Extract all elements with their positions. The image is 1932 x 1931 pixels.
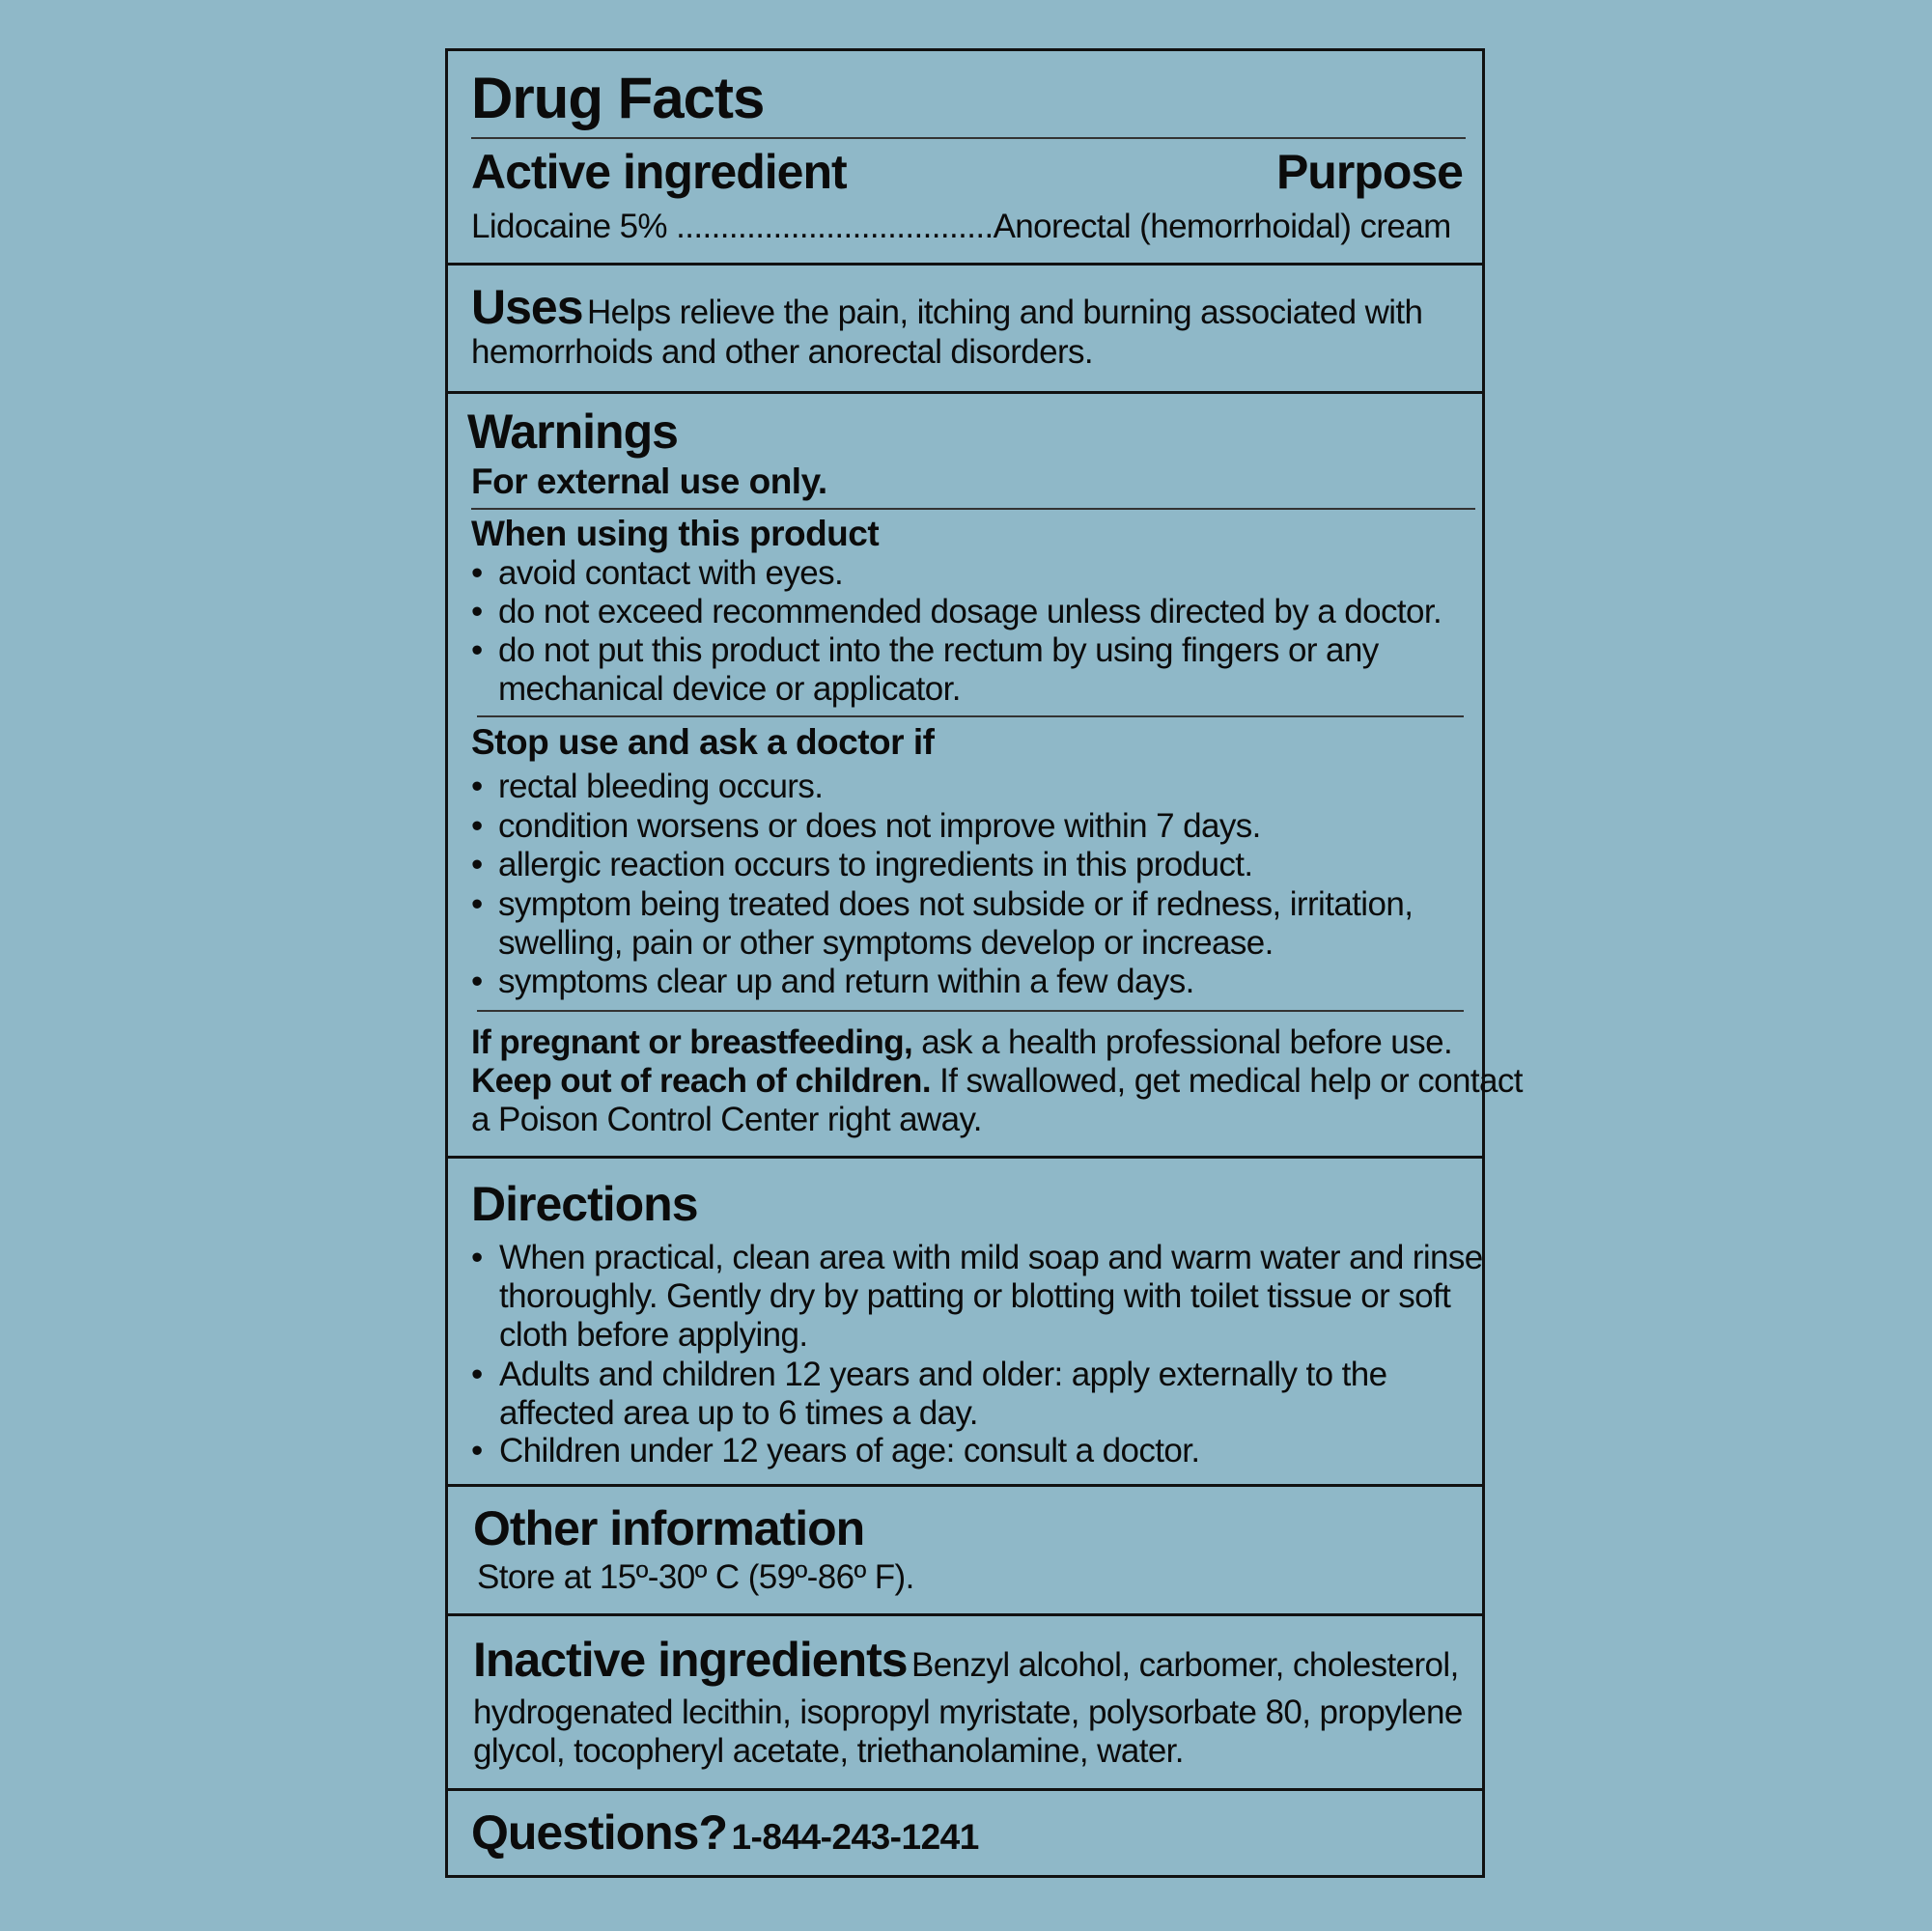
- other-info-heading: Other information: [473, 1501, 865, 1555]
- bullet-icon: •: [471, 885, 484, 923]
- when-using-item-2: do not exceed recommended dosage unless directed by a doctor.: [498, 593, 1442, 630]
- bullet-icon: •: [471, 963, 484, 1000]
- ingredient-name: Lidocaine 5%: [471, 208, 667, 245]
- warnings-divider-1: [471, 508, 1475, 510]
- ingredient-dots: ....................................: [676, 208, 994, 245]
- ingredient-line: [471, 208, 1451, 246]
- purpose-heading: Purpose: [1275, 145, 1463, 199]
- stop-item-1: rectal bleeding occurs.: [498, 768, 824, 805]
- keep-out-text-2: a Poison Control Center right away.: [471, 1101, 982, 1138]
- ingredient-purpose: Anorectal (hemorrhoidal) cream: [993, 208, 1451, 245]
- questions-line: [471, 1805, 979, 1861]
- bullet-icon: •: [471, 631, 484, 669]
- questions-phone: 1-844-243-1241: [731, 1817, 979, 1857]
- questions-heading: Questions?: [471, 1805, 728, 1860]
- stop-item-3: allergic reaction occurs to ingredients in this product.: [498, 846, 1253, 883]
- directions-line-1: When practical, clean area with mild soap and warm water and rinse: [499, 1239, 1483, 1276]
- directions-section: [448, 1159, 1482, 1487]
- uses-heading: Uses: [471, 280, 583, 334]
- bullet-icon: •: [471, 554, 484, 592]
- bullet-icon: •: [471, 1356, 484, 1393]
- stop-use-heading: Stop use and ask a doctor if: [471, 722, 935, 762]
- uses-text-1: Helps relieve the pain, itching and burning associated with: [586, 294, 1423, 331]
- inactive-line-1: [473, 1632, 1459, 1688]
- inactive-text-2: hydrogenated lecithin, isopropyl myristate, polysorbate 80, propylene: [473, 1693, 1463, 1731]
- stop-item-4-cont: swelling, pain or other symptoms develop or increase.: [498, 924, 1274, 962]
- stop-item-2: condition worsens or does not improve within 7 days.: [498, 807, 1261, 845]
- when-using-item-3: do not put this product into the rectum by using fingers or any: [498, 631, 1379, 669]
- warnings-heading: Warnings: [467, 405, 678, 459]
- inactive-heading: Inactive ingredients: [473, 1633, 908, 1687]
- inactive-text-3: glycol, tocopheryl acetate, triethanolamine, water.: [473, 1732, 1184, 1770]
- directions-line-3: cloth before applying.: [499, 1316, 808, 1354]
- bullet-icon: •: [471, 768, 484, 805]
- warnings-divider-2: [477, 715, 1464, 717]
- pregnant-line: [471, 1023, 1452, 1062]
- when-using-heading: When using this product: [471, 514, 880, 553]
- bullet-icon: •: [471, 1432, 484, 1469]
- questions-section: [448, 1791, 1482, 1875]
- pregnant-text: ask a health professional before use.: [921, 1023, 1453, 1061]
- pregnant-bold: If pregnant or breastfeeding,: [471, 1023, 913, 1061]
- inactive-ingredients-section: [448, 1616, 1482, 1791]
- bullet-icon: •: [471, 807, 484, 845]
- directions-line-4: Adults and children 12 years and older: apply externally to the: [499, 1356, 1387, 1393]
- bullet-icon: •: [471, 846, 484, 883]
- keep-out-bold: Keep out of reach of children.: [471, 1062, 931, 1100]
- directions-line-6: Children under 12 years of age: consult a doctor.: [499, 1432, 1200, 1469]
- stop-item-4: symptom being treated does not subside or if redness, irritation,: [498, 885, 1414, 923]
- uses-line-1: [471, 279, 1422, 335]
- keep-out-line: [471, 1062, 1523, 1101]
- active-ingredient-section: [448, 51, 1482, 266]
- warnings-divider-3: [477, 1010, 1464, 1012]
- other-info-section: [448, 1487, 1482, 1616]
- bullet-icon: •: [471, 1239, 484, 1276]
- external-use-text: For external use only.: [471, 462, 827, 501]
- storage-text: Store at 15º-30º C (59º-86º F).: [477, 1558, 914, 1596]
- uses-text-2: hemorrhoids and other anorectal disorders.: [471, 333, 1094, 371]
- bullet-icon: •: [471, 593, 484, 630]
- directions-line-2: thoroughly. Gently dry by patting or blotting with toilet tissue or soft: [499, 1277, 1451, 1315]
- inactive-text-1: Benzyl alcohol, carbomer, cholesterol,: [911, 1646, 1459, 1684]
- uses-section: [448, 266, 1482, 394]
- when-using-item-1: avoid contact with eyes.: [498, 554, 844, 592]
- when-using-item-3-cont: mechanical device or applicator.: [498, 670, 961, 708]
- drug-facts-title: Drug Facts: [471, 66, 765, 130]
- title-divider: [471, 137, 1466, 139]
- active-ingredient-heading: Active ingredient: [471, 145, 847, 199]
- keep-out-text: If swallowed, get medical help or contact: [939, 1062, 1523, 1100]
- directions-line-5: affected area up to 6 times a day.: [499, 1394, 978, 1432]
- warnings-section: [448, 394, 1523, 1159]
- drug-facts-panel: [445, 48, 1523, 1878]
- stop-item-5: symptoms clear up and return within a few days.: [498, 963, 1194, 1000]
- directions-heading: Directions: [471, 1177, 698, 1231]
